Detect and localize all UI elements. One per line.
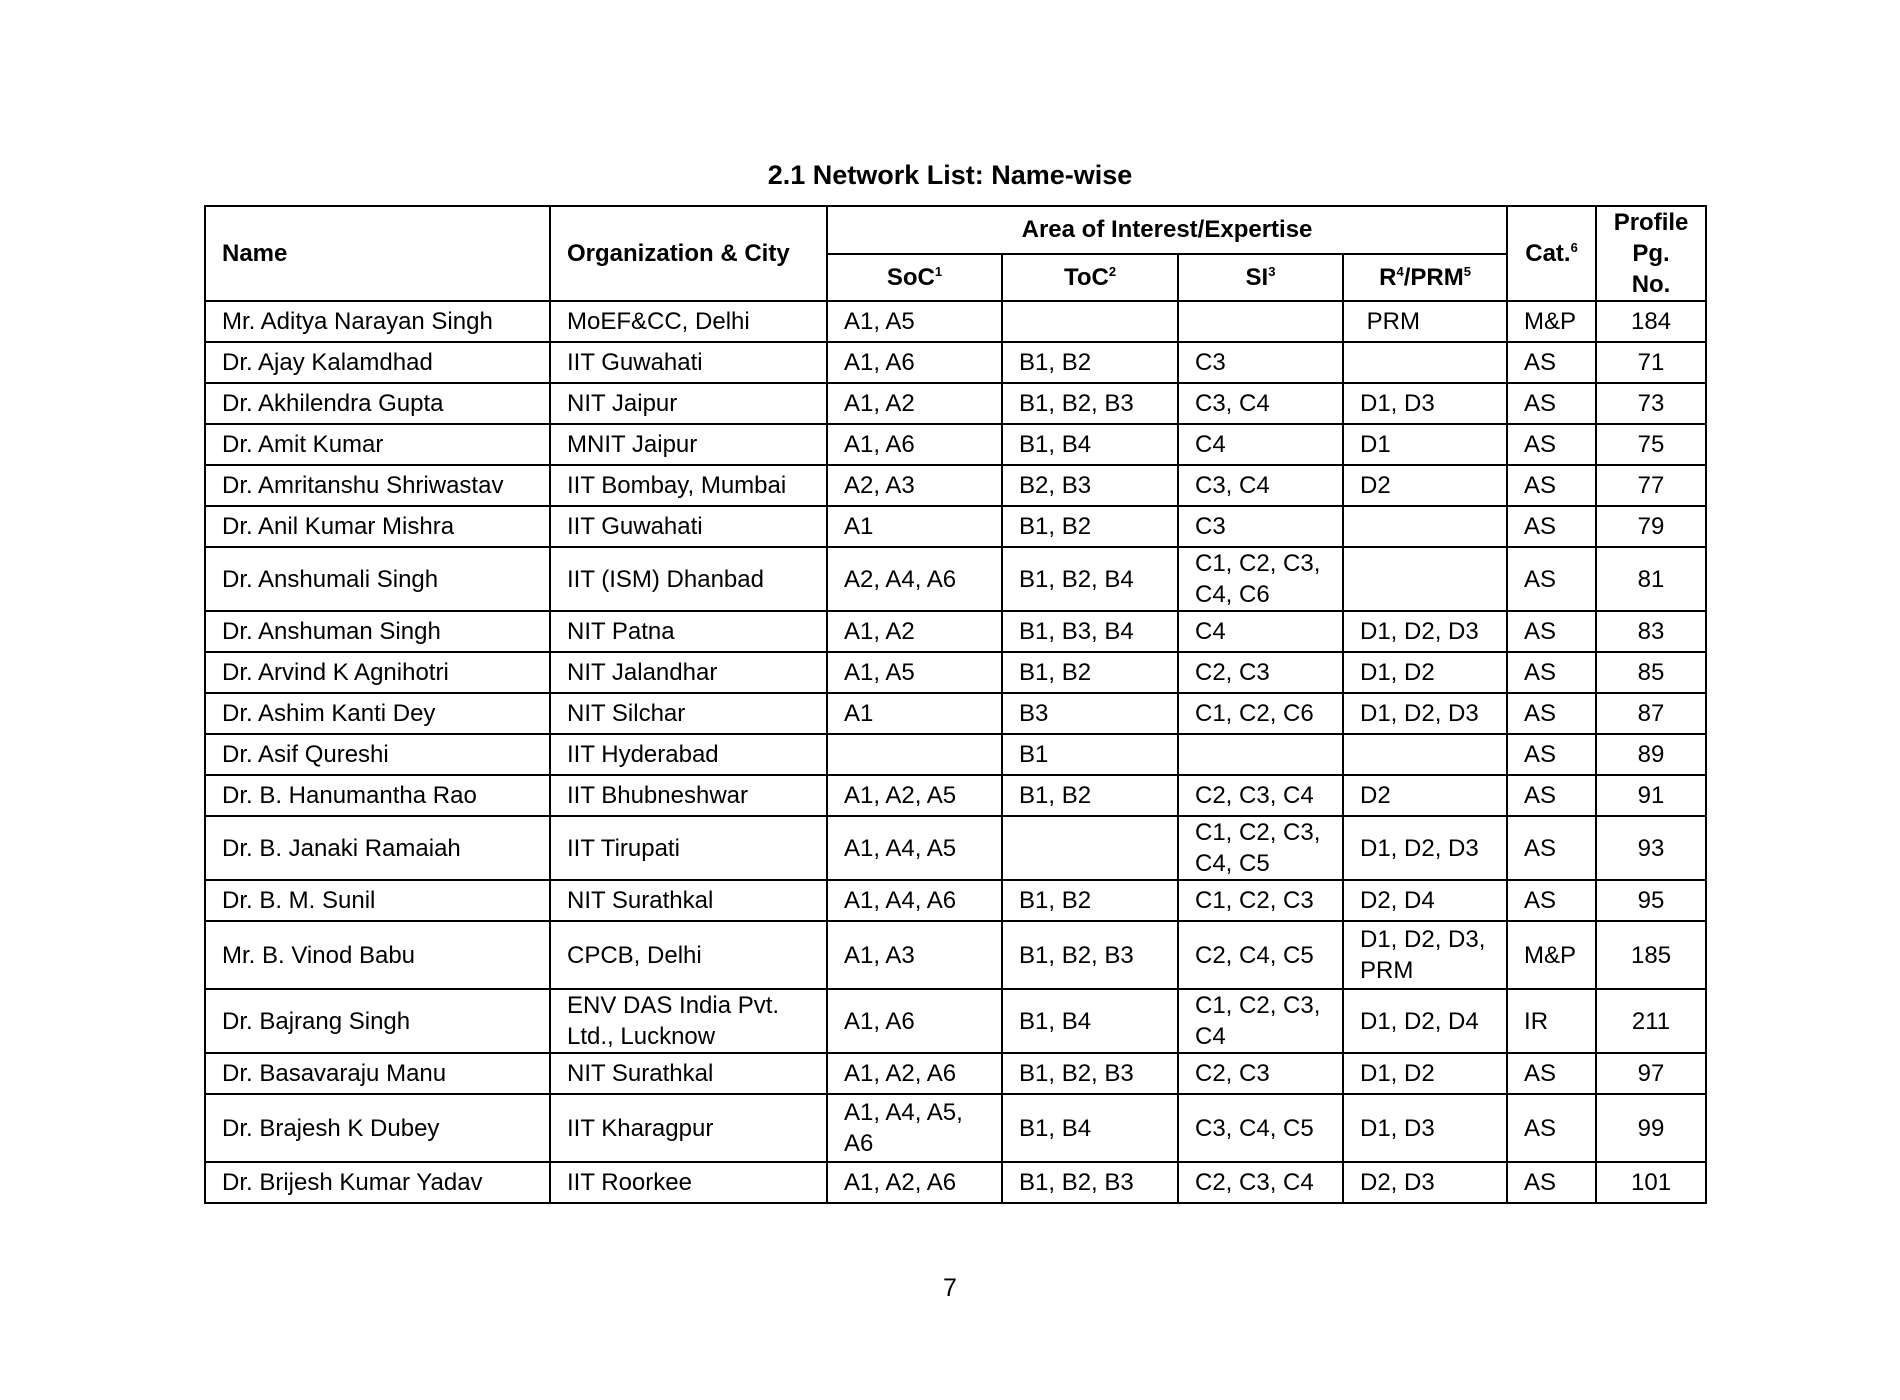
name-cell: Dr. Ajay Kalamdhad <box>205 342 550 383</box>
cat-cell: AS <box>1507 611 1596 652</box>
table-row <box>205 342 1706 383</box>
toc-cell: B2, B3 <box>1002 465 1178 506</box>
r-prm-cell: D1, D2, D4 <box>1343 989 1507 1053</box>
org-cell: IIT Guwahati <box>550 506 827 547</box>
soc-cell: A1, A3 <box>827 921 1002 989</box>
org-cell: ENV DAS India Pvt. Ltd., Lucknow <box>550 989 827 1053</box>
si-cell: C3, C4 <box>1178 383 1343 424</box>
cat-cell: AS <box>1507 693 1596 734</box>
page-number: 7 <box>943 1274 957 1302</box>
name-cell: Dr. Brajesh K Dubey <box>205 1094 550 1162</box>
r-prm-cell: D2, D4 <box>1343 880 1507 921</box>
org-cell: NIT Surathkal <box>550 880 827 921</box>
cat-cell: AS <box>1507 342 1596 383</box>
toc-cell: B1 <box>1002 734 1178 775</box>
cat-cell: AS <box>1507 816 1596 880</box>
toc-cell: B1, B2, B3 <box>1002 921 1178 989</box>
table-row <box>205 1162 1706 1203</box>
si-cell: C3, C4 <box>1178 465 1343 506</box>
cat-cell: AS <box>1507 652 1596 693</box>
org-cell: NIT Surathkal <box>550 1053 827 1094</box>
org-cell: IIT Hyderabad <box>550 734 827 775</box>
org-cell: IIT Kharagpur <box>550 1094 827 1162</box>
org-cell: IIT Guwahati <box>550 342 827 383</box>
soc-cell: A1, A6 <box>827 424 1002 465</box>
table-row <box>205 383 1706 424</box>
cat-cell: AS <box>1507 1053 1596 1094</box>
name-cell: Mr. B. Vinod Babu <box>205 921 550 989</box>
cat-cell: AS <box>1507 383 1596 424</box>
cat-cell: AS <box>1507 1094 1596 1162</box>
name-cell: Dr. Anil Kumar Mishra <box>205 506 550 547</box>
soc-cell: A1, A6 <box>827 989 1002 1053</box>
table-row <box>205 611 1706 652</box>
si-cell: C2, C3, C4 <box>1178 775 1343 816</box>
name-cell: Dr. Amit Kumar <box>205 424 550 465</box>
page-cell: 89 <box>1596 734 1706 775</box>
page-cell: 75 <box>1596 424 1706 465</box>
name-cell: Dr. Bajrang Singh <box>205 989 550 1053</box>
soc-cell: A1, A2 <box>827 611 1002 652</box>
toc-cell: B1, B2 <box>1002 342 1178 383</box>
soc-cell: A1, A5 <box>827 652 1002 693</box>
name-cell: Dr. B. M. Sunil <box>205 880 550 921</box>
page-cell: 99 <box>1596 1094 1706 1162</box>
org-cell: MNIT Jaipur <box>550 424 827 465</box>
r-prm-cell: D1, D2 <box>1343 652 1507 693</box>
table-row <box>205 547 1706 611</box>
name-cell: Dr. Amritanshu Shriwastav <box>205 465 550 506</box>
table-row <box>205 506 1706 547</box>
toc-cell: B1, B4 <box>1002 1094 1178 1162</box>
org-cell: NIT Jalandhar <box>550 652 827 693</box>
si-cell: C3 <box>1178 342 1343 383</box>
r-prm-cell: D2, D3 <box>1343 1162 1507 1203</box>
table-row <box>205 921 1706 989</box>
org-cell: IIT Tirupati <box>550 816 827 880</box>
soc-cell: A1, A4, A5, A6 <box>827 1094 1002 1162</box>
toc-cell: B1, B4 <box>1002 424 1178 465</box>
org-cell: NIT Silchar <box>550 693 827 734</box>
table-row <box>205 775 1706 816</box>
toc-cell: B1, B4 <box>1002 989 1178 1053</box>
name-cell: Dr. Ashim Kanti Dey <box>205 693 550 734</box>
r-prm-cell <box>1343 734 1507 775</box>
org-cell: IIT (ISM) Dhanbad <box>550 547 827 611</box>
header-category: Cat.$^6$ <box>1507 206 1596 301</box>
si-cell: C4 <box>1178 424 1343 465</box>
name-cell: Dr. Arvind K Agnihotri <box>205 652 550 693</box>
table-row <box>205 301 1706 342</box>
table-row <box>205 880 1706 921</box>
org-cell: MoEF&CC, Delhi <box>550 301 827 342</box>
si-cell: C4 <box>1178 611 1343 652</box>
soc-cell: A1, A4, A5 <box>827 816 1002 880</box>
toc-cell: B1, B2, B3 <box>1002 1053 1178 1094</box>
table-row <box>205 734 1706 775</box>
si-cell: C1, C2, C3, C4, C5 <box>1178 816 1343 880</box>
toc-cell: B3 <box>1002 693 1178 734</box>
r-prm-cell: D1, D3 <box>1343 383 1507 424</box>
name-cell: Dr. Asif Qureshi <box>205 734 550 775</box>
soc-cell <box>827 734 1002 775</box>
page-cell: 79 <box>1596 506 1706 547</box>
toc-cell: B1, B2, B3 <box>1002 1162 1178 1203</box>
header-r-prm: $R^4/PRM^5$ <box>1343 254 1507 302</box>
page-cell: 73 <box>1596 383 1706 424</box>
si-cell: C3 <box>1178 506 1343 547</box>
toc-cell: B1, B2 <box>1002 880 1178 921</box>
header-soc: SoC$^1$ <box>827 254 1002 302</box>
name-cell: Dr. Anshumali Singh <box>205 547 550 611</box>
table-row <box>205 693 1706 734</box>
name-cell: Dr. Basavaraju Manu <box>205 1053 550 1094</box>
org-cell: IIT Roorkee <box>550 1162 827 1203</box>
r-prm-cell: D2 <box>1343 775 1507 816</box>
soc-cell: A1 <box>827 693 1002 734</box>
header-area-of-interest: Area of Interest/Expertise <box>827 206 1507 254</box>
si-cell: C1, C2, C3, C4, C6 <box>1178 547 1343 611</box>
si-cell: C1, C2, C6 <box>1178 693 1343 734</box>
si-cell: C2, C3 <box>1178 1053 1343 1094</box>
table-row <box>205 816 1706 880</box>
name-cell: Dr. Akhilendra Gupta <box>205 383 550 424</box>
toc-cell: B1, B2, B3 <box>1002 383 1178 424</box>
r-prm-cell: D1, D3 <box>1343 1094 1507 1162</box>
toc-cell: B1, B2 <box>1002 775 1178 816</box>
name-cell: Dr. Anshuman Singh <box>205 611 550 652</box>
toc-cell: B1, B3, B4 <box>1002 611 1178 652</box>
cat-cell: AS <box>1507 880 1596 921</box>
si-cell: C1, C2, C3 <box>1178 880 1343 921</box>
soc-cell: A1 <box>827 506 1002 547</box>
soc-cell: A1, A4, A6 <box>827 880 1002 921</box>
si-cell: C3, C4, C5 <box>1178 1094 1343 1162</box>
r-prm-cell: D2 <box>1343 465 1507 506</box>
soc-cell: A1, A2, A5 <box>827 775 1002 816</box>
cat-cell: AS <box>1507 506 1596 547</box>
org-cell: IIT Bombay, Mumbai <box>550 465 827 506</box>
header-organization: Organization & City <box>550 206 827 301</box>
network-table <box>204 205 1707 1204</box>
header-si: $SI^3$ <box>1178 254 1343 302</box>
header-toc: ToC$^2$ <box>1002 254 1178 302</box>
r-prm-cell: D1, D2, D3 <box>1343 816 1507 880</box>
table-row <box>205 424 1706 465</box>
org-cell: CPCB, Delhi <box>550 921 827 989</box>
page-cell: 85 <box>1596 652 1706 693</box>
soc-cell: A2, A3 <box>827 465 1002 506</box>
si-cell: C2, C3, C4 <box>1178 1162 1343 1203</box>
cat-cell: AS <box>1507 547 1596 611</box>
page-cell: 93 <box>1596 816 1706 880</box>
page-cell: 81 <box>1596 547 1706 611</box>
si-cell <box>1178 301 1343 342</box>
r-prm-cell: PRM <box>1343 301 1507 342</box>
toc-cell: B1, B2, B4 <box>1002 547 1178 611</box>
soc-cell: A2, A4, A6 <box>827 547 1002 611</box>
page-cell: 184 <box>1596 301 1706 342</box>
page-cell: 185 <box>1596 921 1706 989</box>
page-cell: 71 <box>1596 342 1706 383</box>
name-cell: Mr. Aditya Narayan Singh <box>205 301 550 342</box>
page-cell: 211 <box>1596 989 1706 1053</box>
si-cell <box>1178 734 1343 775</box>
page-cell: 87 <box>1596 693 1706 734</box>
soc-cell: A1, A2 <box>827 383 1002 424</box>
r-prm-cell <box>1343 506 1507 547</box>
si-cell: C2, C4, C5 <box>1178 921 1343 989</box>
cat-cell: AS <box>1507 424 1596 465</box>
table-row <box>205 1053 1706 1094</box>
r-prm-cell: D1, D2, D3 <box>1343 611 1507 652</box>
toc-cell <box>1002 816 1178 880</box>
soc-cell: A1, A6 <box>827 342 1002 383</box>
cat-cell: AS <box>1507 734 1596 775</box>
si-cell: C1, C2, C3, C4 <box>1178 989 1343 1053</box>
r-prm-cell: D1, D2, D3 <box>1343 693 1507 734</box>
r-prm-cell: D1 <box>1343 424 1507 465</box>
header-profile-page: Profile Pg. No. <box>1596 206 1706 301</box>
cat-cell: AS <box>1507 465 1596 506</box>
table-row <box>205 652 1706 693</box>
table-row <box>205 1094 1706 1162</box>
table-row <box>205 465 1706 506</box>
name-cell: Dr. B. Janaki Ramaiah <box>205 816 550 880</box>
toc-cell: B1, B2 <box>1002 652 1178 693</box>
page-cell: 91 <box>1596 775 1706 816</box>
page-cell: 77 <box>1596 465 1706 506</box>
org-cell: NIT Patna <box>550 611 827 652</box>
table-row <box>205 989 1706 1053</box>
toc-cell <box>1002 301 1178 342</box>
org-cell: IIT Bhubneshwar <box>550 775 827 816</box>
r-prm-cell: D1, D2, D3, PRM <box>1343 921 1507 989</box>
name-cell: Dr. Brijesh Kumar Yadav <box>205 1162 550 1203</box>
page-cell: 101 <box>1596 1162 1706 1203</box>
toc-cell: B1, B2 <box>1002 506 1178 547</box>
page-title: 2.1 Network List: Name-wise <box>767 160 1133 190</box>
name-cell: Dr. B. Hanumantha Rao <box>205 775 550 816</box>
header-name: Name <box>205 206 550 301</box>
soc-cell: A1, A5 <box>827 301 1002 342</box>
cat-cell: IR <box>1507 989 1596 1053</box>
cat-cell: M&P <box>1507 301 1596 342</box>
org-cell: NIT Jaipur <box>550 383 827 424</box>
cat-cell: AS <box>1507 1162 1596 1203</box>
r-prm-cell <box>1343 342 1507 383</box>
page-cell: 97 <box>1596 1053 1706 1094</box>
r-prm-cell: D1, D2 <box>1343 1053 1507 1094</box>
cat-cell: AS <box>1507 775 1596 816</box>
r-prm-cell <box>1343 547 1507 611</box>
soc-cell: A1, A2, A6 <box>827 1162 1002 1203</box>
cat-cell: M&P <box>1507 921 1596 989</box>
soc-cell: A1, A2, A6 <box>827 1053 1002 1094</box>
page-cell: 95 <box>1596 880 1706 921</box>
page-cell: 83 <box>1596 611 1706 652</box>
si-cell: C2, C3 <box>1178 652 1343 693</box>
